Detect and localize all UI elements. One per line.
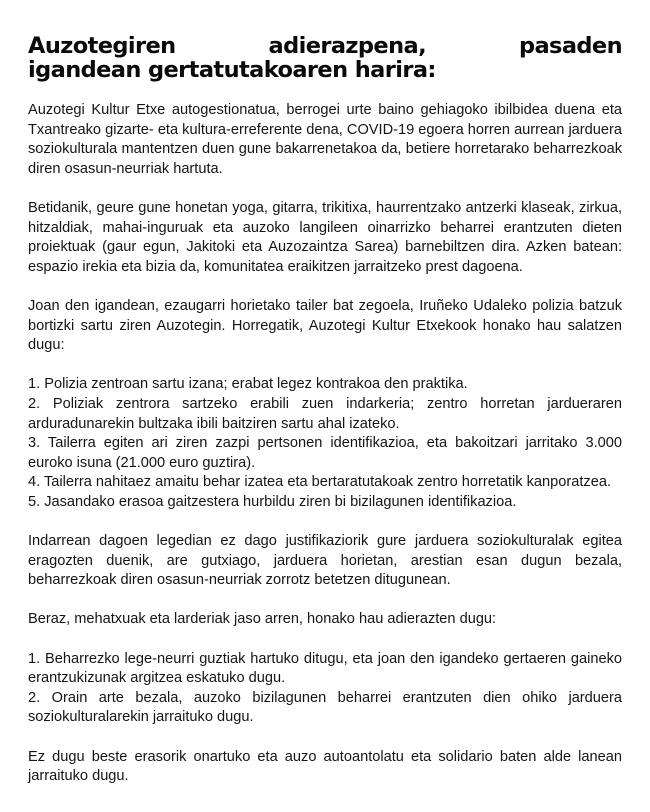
statement-document — [28, 34, 622, 806]
legal-paragraph: Indarrean dagoen legedian ez dago justifikaziorik gure jarduera soziokulturalak egitea eragozten duenik, are gutxiago, jarduera horietan, arestian esan dugun bezala, beharrezkoak diren osasun-neurriak zorrotz betetzen ditugunean. — [28, 533, 622, 589]
complaint-item: 4. Tailerra nahitaez amaitu behar izatea eta bertaratutakoak zentro horretatik kanporatzea. — [28, 474, 612, 491]
declaration-item: 2. Orain arte bezala, auzoko bizilagunen beharrei erantzuten dien ohiko jarduera soziokulturalarekin jarraituko dugu. — [28, 689, 622, 726]
incident-paragraph: Joan den igandean, ezaugarri horietako tailer bat zegoela, Iruñeko Udaleko polizia batzuk bortizki sartu ziren Auzotegin. Horregatik, Auzotegi Kultur Etxekook honako hau salatzen dugu: — [28, 297, 622, 354]
complaint-item: 2. Poliziak zentrora sartzeko erabili zuen indarkeria; zentro horretan jardueraren arduradunarekin bultzaka ibili baitziren sartu ahal izateko. — [28, 395, 622, 432]
activities-paragraph: Betidanik, geure gune honetan yoga, gitarra, trikitixa, haurrentzako antzerki klaseak, zirkua, hitzaldiak, mahai-inguruak eta auzoko langileen oinarrizko beharrei erantzuten dieten proiektuak (gaur egun, Jakitoki eta Auzozaintza Sarea) barnebiltzen dira. Azken batean: espazio irekia eta bizia da, komunitatea eraikitzen jarraitzeko prest dagoena. — [28, 199, 622, 275]
declaration-item: 1. Beharrezko lege-neurri guztiak hartuko ditugu, eta joan den igandeko gertaeren gaineko erantzukizunak argitzea eskatuko dugu. — [28, 650, 622, 687]
complaints-list — [28, 375, 622, 512]
complaint-item: 1. Polizia zentroan sartu izana; erabat legez kontrakoa den praktika. — [28, 376, 468, 393]
document-title — [28, 34, 622, 82]
intro-paragraph: Auzotegi Kultur Etxe autogestionatua, berrogei urte baino gehiagoko ibilbidea duena eta Txantreako gizarte- eta kultura-erreferente dena, COVID-19 egoera horren aurrean jarduera soziokulturala mantentzen duen gune bakarrenetakoa da, betiere horretarako beharrezkoak diren osasun-neurriak hartuta. — [28, 102, 622, 177]
declare-paragraph: Beraz, mehatxuak eta larderiak jaso arren, honako hau adierazten dugu: — [28, 611, 497, 628]
declarations-list — [28, 650, 622, 728]
complaint-item: 3. Tailerra egiten ari ziren zazpi pertsonen identifikazioa, eta bakoitzari jarritako 3.000 euroko isuna (21.000 euro guztira). — [28, 435, 622, 471]
closing-paragraph: Ez dugu beste erasorik onartuko eta auzo autoantolatu eta solidario baten alde lanean jarraituko dugu. — [28, 748, 622, 785]
complaint-item: 5. Jasandako erasoa gaitzestera hurbildu ziren bi bizilagunen identifikazioa. — [28, 493, 517, 510]
title-line-1: Auzotegiren adierazpena, pasaden — [28, 33, 622, 59]
title-line-2: igandean gertatutakoaren harira: — [28, 57, 436, 83]
